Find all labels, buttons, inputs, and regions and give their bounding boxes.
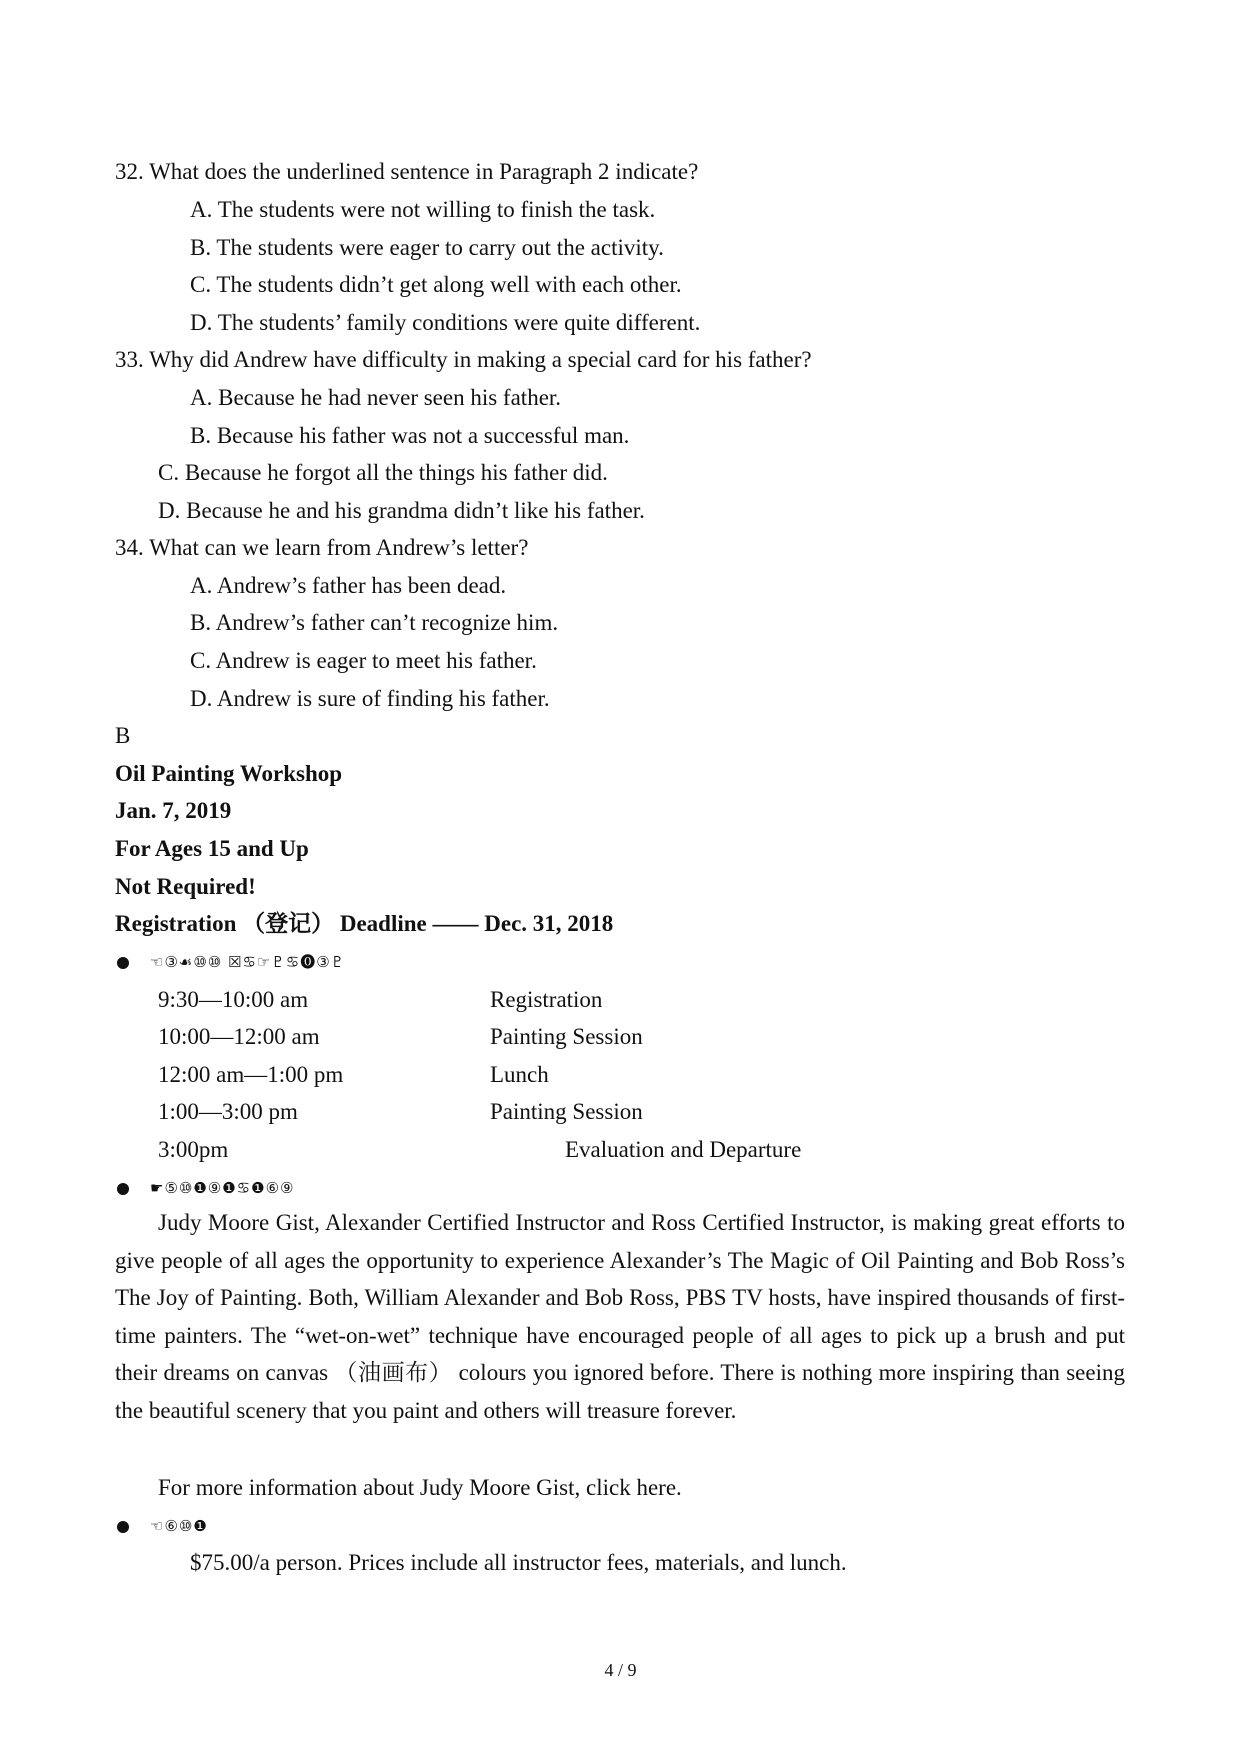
notice-registration-deadline: Registration （登记） Deadline —— Dec. 31, 2018	[115, 911, 614, 936]
section-letter: B	[115, 723, 131, 748]
question-32-option-c: C. The students didn’t get along well with each other.	[190, 272, 682, 297]
question-33-option-c: C. Because he forgot all the things his father did.	[158, 460, 608, 485]
question-32-stem: 32. What does the underlined sentence in Paragraph 2 indicate?	[115, 159, 699, 184]
schedule-time: 3:00pm	[158, 1137, 229, 1162]
schedule-activity: Painting Session	[490, 1024, 643, 1049]
price-text: $75.00/a person. Prices include all instructor fees, materials, and lunch.	[190, 1550, 847, 1575]
bullet-icon	[117, 1521, 129, 1533]
schedule-activity: Painting Session	[490, 1099, 643, 1124]
question-34-option-c: C. Andrew is eager to meet his father.	[190, 648, 537, 673]
bullet-icon	[117, 957, 129, 969]
question-34-option-b: B. Andrew’s father can’t recognize him.	[190, 610, 559, 635]
question-32-option-b: B. The students were eager to carry out the activity.	[190, 235, 664, 260]
question-32-option-a: A. The students were not willing to finish the task.	[190, 197, 656, 222]
notice-requirement: Not Required!	[115, 874, 256, 899]
instructor-paragraph: Judy Moore Gist, Alexander Certified Instructor and Ross Certified Instructor, is making great efforts to give people of all ages the opportunity to experience Alexander’s The Magic of Oil Painting and Bob Ross’s The Joy of Painting. Both, William Alexander and Bob Ross, PBS TV hosts, have inspired thousands of first-time painters. The “wet-on-wet” technique have encouraged people of all ages to pick up a brush and put their dreams on canvas （油画布） colours you ignored before. There is nothing more inspiring than seeing the beautiful scenery that you paint and others will treasure forever.	[115, 1210, 1125, 1423]
question-34-option-a: A. Andrew’s father has been dead.	[190, 573, 507, 598]
section-heading-schedule: ☜③☙⑩⑩ ☒♋☞♇♋⓿③♇	[150, 953, 346, 971]
question-33-option-a: A. Because he had never seen his father.	[190, 385, 562, 410]
notice-title: Oil Painting Workshop	[115, 761, 343, 786]
schedule-time: 12:00 am—1:00 pm	[158, 1062, 344, 1087]
bullet-icon	[117, 1183, 129, 1195]
section-heading-instructor: ☛⑤⑩❶⑨❶♋❶⑥⑨	[150, 1179, 295, 1197]
notice-date: Jan. 7, 2019	[115, 798, 232, 823]
question-34-option-d: D. Andrew is sure of finding his father.	[190, 686, 550, 711]
schedule-activity: Registration	[490, 987, 603, 1012]
schedule-activity: Evaluation and Departure	[565, 1137, 802, 1162]
section-heading-price: ☜⑥⑩❶	[150, 1517, 208, 1535]
schedule-activity: Lunch	[490, 1062, 549, 1087]
question-33-option-b: B. Because his father was not a successful man.	[190, 423, 630, 448]
schedule-time: 10:00—12:00 am	[158, 1024, 320, 1049]
schedule-time: 1:00—3:00 pm	[158, 1099, 298, 1124]
question-32-option-d: D. The students’ family conditions were quite different.	[190, 310, 701, 335]
notice-ages: For Ages 15 and Up	[115, 836, 309, 861]
schedule-time: 9:30—10:00 am	[158, 987, 309, 1012]
question-33-stem: 33. Why did Andrew have difficulty in making a special card for his father?	[115, 347, 812, 372]
question-34-stem: 34. What can we learn from Andrew’s letter?	[115, 535, 529, 560]
more-info-link[interactable]: For more information about Judy Moore Gist, click here.	[158, 1475, 682, 1500]
page-number: 4 / 9	[604, 1660, 637, 1680]
question-33-option-d: D. Because he and his grandma didn’t like his father.	[158, 498, 645, 523]
